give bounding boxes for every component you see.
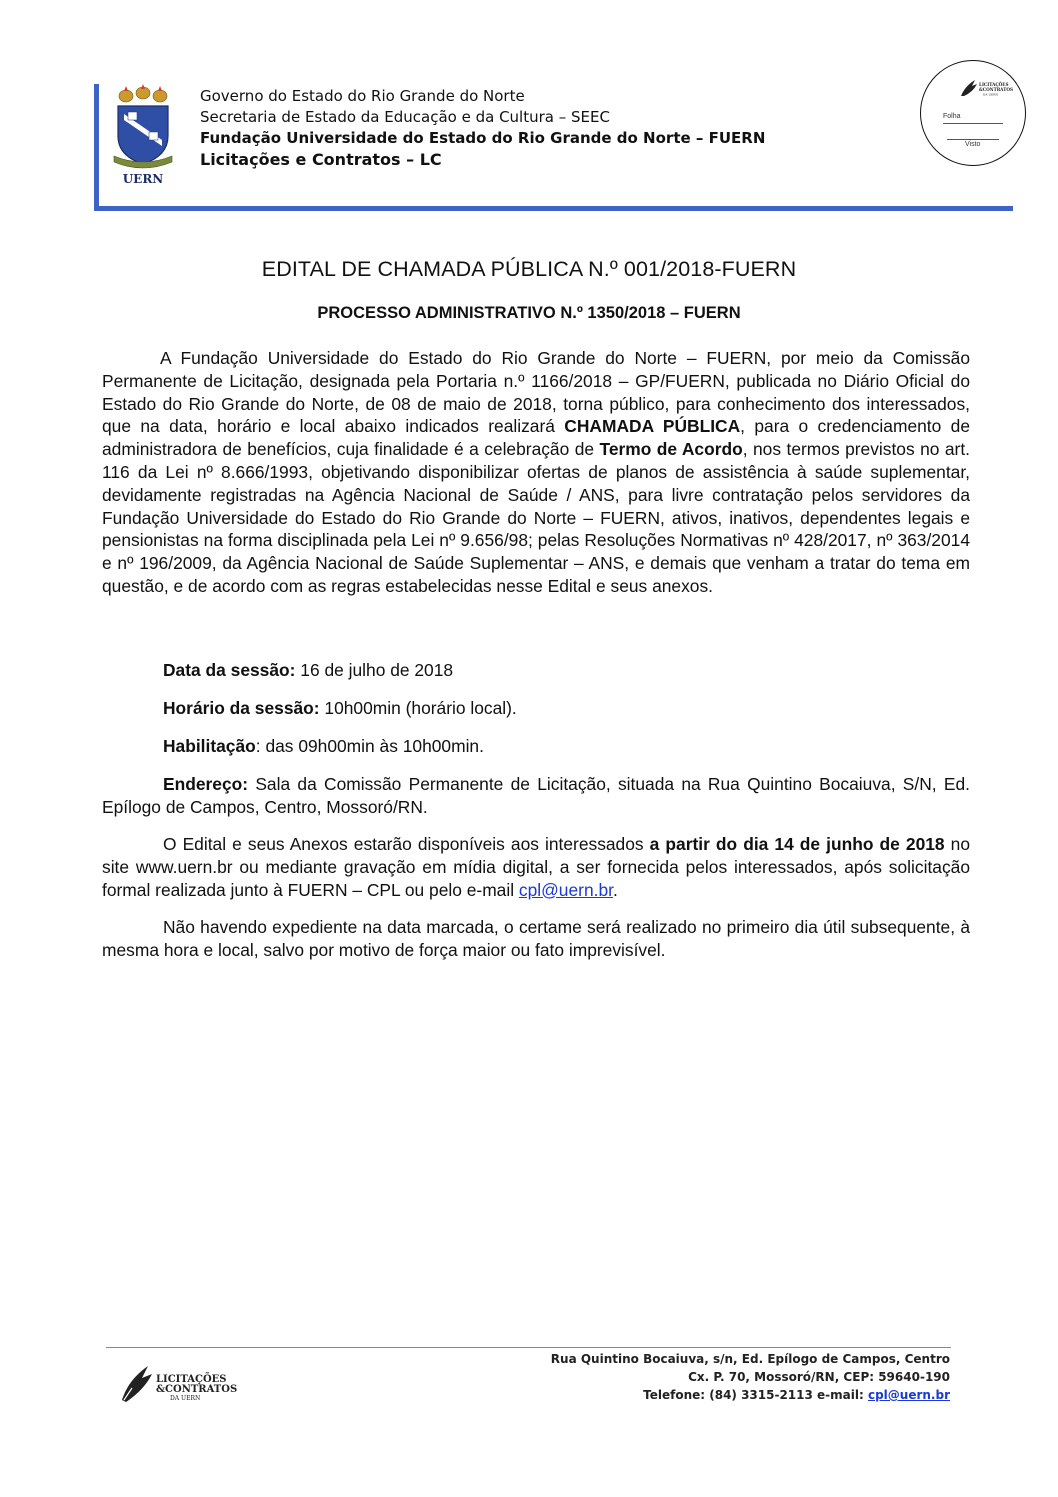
document-title: EDITAL DE CHAMADA PÚBLICA N.º 001/2018-FUERN bbox=[261, 257, 797, 281]
folha-visto-stamp bbox=[920, 60, 1026, 166]
session-date-label: Data da sessão: bbox=[163, 660, 296, 680]
header-institution-lines bbox=[200, 86, 765, 170]
address-field bbox=[102, 773, 970, 819]
session-time-label: Horário da sessão: bbox=[163, 698, 320, 718]
footer-email-link[interactable]: cpl@uern.br bbox=[867, 1388, 950, 1402]
intro-bold-chamada: CHAMADA PÚBLICA bbox=[564, 416, 741, 437]
header-line-government: Governo do Estado do Rio Grande do Norte bbox=[200, 87, 525, 105]
header-line-foundation: Fundação Universidade do Estado do Rio Grande do Norte – FUERN bbox=[200, 129, 766, 147]
header-line-secretariat: Secretaria de Estado da Educação e da Cultura – SEEC bbox=[200, 108, 610, 126]
svg-text:LICITAÇÕES: LICITAÇÕES bbox=[156, 1374, 227, 1385]
stamp-visto-line bbox=[947, 139, 999, 140]
availability-date: a partir do dia 14 de junho de 2018 bbox=[649, 834, 945, 854]
qualification-label: Habilitação bbox=[163, 736, 256, 756]
document-subtitle: PROCESSO ADMINISTRATIVO N.º 1350/2018 – FUERN bbox=[317, 304, 741, 322]
header-accent-rule bbox=[94, 206, 1013, 211]
svg-text:DA UERN: DA UERN bbox=[983, 92, 999, 97]
crest-caption: UERN bbox=[122, 172, 164, 186]
quill-pen-icon bbox=[955, 77, 1013, 99]
qualification-field bbox=[163, 735, 484, 758]
intro-paragraph bbox=[102, 347, 970, 598]
intro-text-3: , nos termos previstos no art. 116 da Lei nº 8.666/1993, objetivando disponibilizar ofertas de planos de assistência à saúde suplementar, devidamente registradas na Agência Nacional de Saúde / ANS, para livre contratação pelos servidores da Fundação Universidade do Estado do Rio Grande do Norte – FUERN, ativos, inativos, dependentes legais e pensionistas na forma disciplinada pela Lei nº 9.656/98; pelas Resoluções Normativas nº 428/2017, nº 363/2014 e nº 196/2009, da Agência Nacional de Saúde Suplementar – ANS, e demais que venham a tratar do tema em questão, e de acordo com as regras estabelecidas nesse Edital e seus anexos. bbox=[102, 439, 970, 596]
svg-text:DA UERN: DA UERN bbox=[170, 1395, 201, 1402]
session-date-value: 16 de julho de 2018 bbox=[295, 660, 454, 680]
session-time-value: 10h00min (horário local). bbox=[319, 698, 517, 718]
header-accent-bar bbox=[94, 84, 99, 211]
svg-text:LICITAÇÕES: LICITAÇÕES bbox=[979, 82, 1009, 87]
email-link[interactable]: cpl@uern.br bbox=[518, 879, 613, 900]
qualification-value: : das 09h00min às 10h00min. bbox=[255, 736, 484, 756]
intro-text-1: A Fundação Universidade do Estado do Rio Grande do Norte – FUERN, por meio da Comissão Permanente de Licitação, designada pela Portaria n.º 1166/2018 – GP/FUERN, publicada no Diário Oficial do Estado do Rio Grande do Norte, de 08 de maio de 2018, torna público, para conhecimento dos interessados, que na data, horário e local abaixo indicados realizará bbox=[102, 348, 970, 437]
intro-bold-termo: Termo de Acordo bbox=[599, 439, 743, 460]
footer-phone-line bbox=[520, 1386, 950, 1404]
footer-phone: Telefone: (84) 3315-2113 e-mail: bbox=[643, 1388, 868, 1402]
footer-postal-box: Cx. P. 70, Mossoró/RN, CEP: 59640-190 bbox=[688, 1370, 950, 1384]
availability-paragraph bbox=[102, 833, 970, 901]
availability-text-3: . bbox=[612, 879, 618, 900]
footer-contact bbox=[520, 1350, 950, 1404]
uern-crest-logo bbox=[112, 84, 174, 188]
svg-text:&CONTRATOS: &CONTRATOS bbox=[156, 1384, 238, 1395]
stamp-visto-label: Visto bbox=[965, 141, 981, 148]
address-label: Endereço: bbox=[163, 774, 249, 794]
address-value: Sala da Comissão Permanente de Licitação, situada na Rua Quintino Bocaiuva, S/N, Ed. Epílogo de Campos, Centro, Mossoró/RN. bbox=[102, 774, 970, 817]
session-date-field bbox=[163, 659, 453, 682]
availability-text-2: no site www.uern.br ou mediante gravação em mídia digital, a ser fornecida pelos interessados, após solicitação formal realizada junto à FUERN – CPL ou pelo e-mail bbox=[102, 834, 970, 900]
licitacoes-contratos-logo bbox=[118, 1356, 236, 1404]
svg-text:&CONTRATOS: &CONTRATOS bbox=[979, 87, 1013, 92]
header-line-department: Licitações e Contratos – LC bbox=[200, 150, 442, 169]
stamp-folha-label: Folha bbox=[943, 113, 961, 120]
closing-paragraph: Não havendo expediente na data marcada, o certame será realizado no primeiro dia útil subsequente, à mesma hora e local, salvo por motivo de força maior ou fato imprevisível. bbox=[102, 917, 970, 960]
stamp-folha-line bbox=[943, 123, 1003, 124]
intro-text-2: , para o credenciamento de administradora de benefícios, cuja finalidade é a celebração de bbox=[102, 416, 970, 460]
footer-rule bbox=[106, 1347, 951, 1348]
footer-address: Rua Quintino Bocaiuva, s/n, Ed. Epílogo de Campos, Centro bbox=[550, 1352, 950, 1366]
availability-text-1: O Edital e seus Anexos estarão disponíveis aos interessados bbox=[163, 834, 650, 854]
session-time-field bbox=[163, 697, 517, 720]
